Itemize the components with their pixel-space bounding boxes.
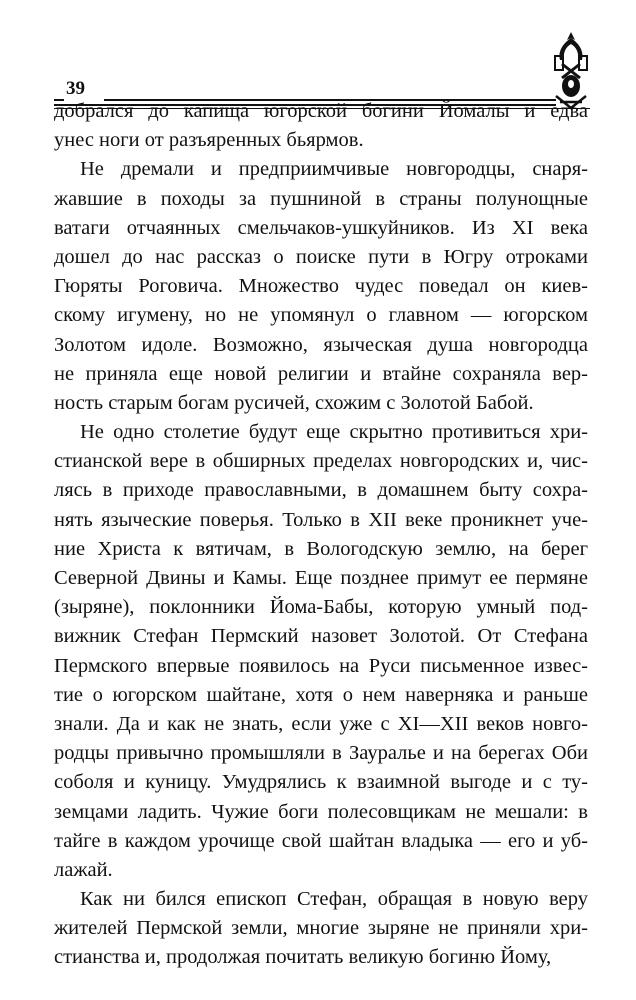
text-line: знали. Да и как не знать, если уже с XI—XII веков новго- bbox=[54, 712, 588, 735]
text-line: нять языческие поверья. Только в XII веке проникнет уче- bbox=[54, 508, 588, 531]
text-line: лажай. bbox=[54, 858, 113, 881]
text-line: тайге в каждом урочище свой шайтан владыка — его и уб- bbox=[54, 829, 588, 852]
text-line: Северной Двины и Камы. Еще позднее примут ее пермяне bbox=[54, 567, 588, 589]
text-line: ватаги отчаянных смельчаков-ушкуйников. Из XI века bbox=[54, 216, 588, 239]
text-line: дошел до нас рассказ о поиске пути в Югру отроками bbox=[54, 245, 588, 268]
page-header bbox=[54, 30, 590, 106]
text-line: тие о югорском шайтане, хотя о нем наверняка и раньше bbox=[54, 683, 588, 706]
paragraph bbox=[54, 155, 588, 418]
paragraph bbox=[54, 885, 588, 973]
paragraph bbox=[54, 97, 588, 155]
text-line: ность старым богам русичей, схожим с Золотой Бабой. bbox=[54, 391, 534, 414]
text-line: Золотом идоле. Возможно, языческая душа новгородца bbox=[54, 333, 588, 356]
text-line: жителей Пермской земли, многие зыряне не приняли хри- bbox=[54, 917, 588, 940]
text-line: стианства и, продолжая почитать великую богиню Йому, bbox=[54, 946, 552, 969]
text-line: земцами ладить. Чужие боги полесовщикам не мешали: в bbox=[54, 800, 588, 823]
text-line: лясь в приходе православными, в домашнем быту сохра- bbox=[54, 479, 588, 502]
text-line: ние Христа к вятичам, в Вологодскую землю, на берег bbox=[54, 537, 588, 560]
text-line: соболя и куницу. Умудрялись к взаимной выгоде и с ту- bbox=[54, 771, 588, 794]
text-line: скому игумену, но не упомянул о главном — югорском bbox=[54, 304, 588, 327]
body-text bbox=[54, 97, 588, 973]
text-line: вижник Стефан Пермский назовет Золотой. От Стефана bbox=[54, 625, 588, 648]
paragraph bbox=[54, 418, 588, 885]
text-line: стианской вере в обширных пределах новгородских и, чис- bbox=[54, 450, 588, 473]
text-line: жавшие в походы за пушниной в страны полунощные bbox=[54, 187, 588, 210]
text-line: унес ноги от разъяренных бьярмов. bbox=[54, 129, 364, 152]
text-line: родцы привычно промышляли в Зауралье и на берегах Оби bbox=[54, 742, 588, 765]
text-line: не приняла еще новой религии и втайне сохраняла вер- bbox=[54, 362, 588, 385]
text-line: Не одно столетие будут еще скрытно противиться хри- bbox=[80, 421, 588, 444]
text-line: (зыряне), поклонники Йома-Бабы, которую умный под- bbox=[54, 596, 588, 619]
page-number: 39 bbox=[66, 78, 85, 99]
text-line: Пермского впервые появилось на Руси письменное извес- bbox=[54, 654, 588, 677]
text-line: Гюряты Роговича. Множество чудес поведал он киев- bbox=[54, 275, 588, 298]
text-line: Как ни бился епископ Стефан, обращая в новую веру bbox=[80, 888, 588, 911]
text-line: Не дремали и предприимчивые новгородцы, снаря- bbox=[80, 158, 588, 181]
text-line: добрался до капища югорской богини Йомалы и едва bbox=[54, 100, 588, 122]
